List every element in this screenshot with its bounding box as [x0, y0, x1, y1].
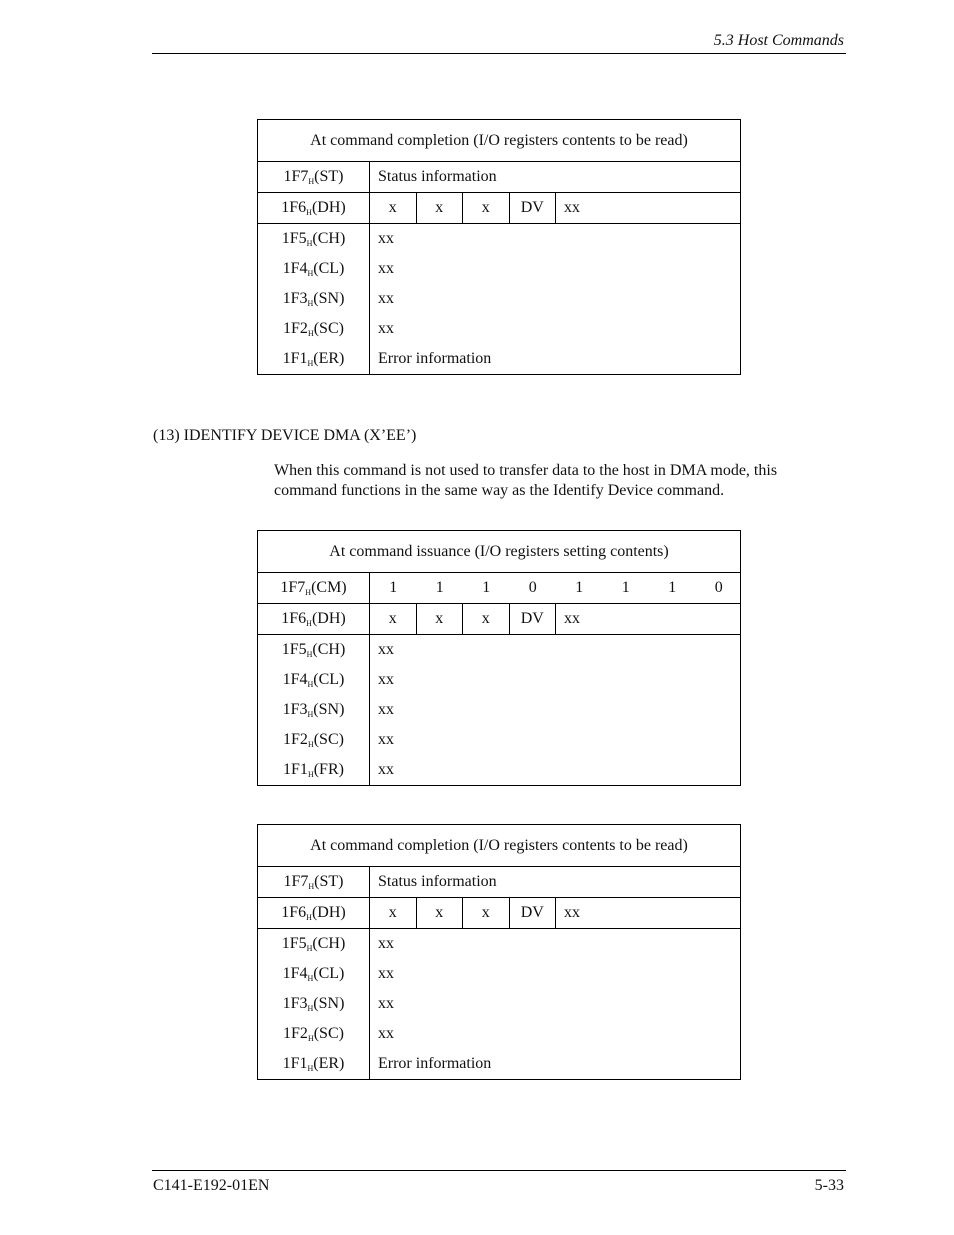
register-label: $1F6_H(DH)$	[258, 898, 370, 928]
register-value: xx	[378, 761, 394, 778]
register-label: $1F3_H(SN)$	[282, 995, 345, 1013]
section-paragraph: When this command is not used to transfer data to the host in DMA mode, this command functions in the same way as the Identify Device command.	[274, 462, 778, 499]
register-label: $1F4_H(CL)$	[282, 260, 345, 278]
register-row-cm	[258, 573, 740, 604]
register-label: $1F4_H(CL)$	[282, 965, 345, 983]
issuance-register-table	[257, 530, 741, 786]
register-value: xx	[378, 731, 394, 748]
table-caption: At command issuance (I/O registers setting contents)	[258, 531, 740, 573]
running-header: 5.3 Host Commands	[713, 32, 844, 49]
table-caption: At command completion (I/O registers contents to be read)	[258, 825, 740, 867]
register-values	[370, 224, 740, 374]
register-values	[370, 929, 740, 1079]
register-value: Error information	[378, 1055, 492, 1072]
bit-fields	[370, 193, 740, 223]
register-label: $1F4_H(CL)$	[282, 671, 345, 689]
register-row-dh	[258, 193, 740, 224]
bit-fields	[370, 898, 740, 928]
register-row-st	[258, 162, 740, 193]
register-row-st	[258, 867, 740, 898]
bit-cell: x	[370, 898, 417, 928]
register-value: xx	[378, 260, 394, 277]
bit-rest: xx	[564, 610, 580, 627]
register-label: $1F3_H(SN)$	[282, 290, 345, 308]
bit-rest: xx	[564, 199, 580, 216]
section-heading: (13) IDENTIFY DEVICE DMA (X’EE’)	[153, 427, 417, 444]
register-label: $1F5_H(CH)$	[281, 641, 346, 659]
bit-cell: x	[463, 193, 510, 223]
bit-cell: DV	[510, 193, 557, 223]
bit-cell: 1	[575, 579, 584, 596]
bit-cell: 1	[435, 579, 444, 596]
register-label: $1F2_H(SC)$	[283, 1025, 344, 1043]
register-value: xx	[378, 701, 394, 718]
bit-cell: 0	[714, 579, 723, 596]
register-value: xx	[378, 290, 394, 307]
page-number: 5-33	[814, 1177, 844, 1194]
status-information: Status information	[378, 168, 497, 185]
register-names	[258, 224, 370, 374]
bit-cell: x	[417, 193, 464, 223]
bit-cell: x	[417, 898, 464, 928]
register-value: Error information	[378, 350, 492, 367]
bit-cell: DV	[510, 604, 557, 634]
register-names	[258, 635, 370, 785]
register-label: $1F5_H(CH)$	[281, 935, 346, 953]
register-label: $1F1_H(ER)$	[282, 1055, 345, 1073]
register-group	[258, 224, 740, 374]
register-value: xx	[378, 320, 394, 337]
register-label: $1F7_H(CM)$	[258, 573, 370, 603]
register-value: xx	[378, 995, 394, 1012]
bit-cell: x	[370, 604, 417, 634]
register-value: xx	[378, 935, 394, 952]
bit-rest: xx	[564, 904, 580, 921]
bit-cell: 1	[389, 579, 398, 596]
register-label: $1F7_H(ST)$	[258, 162, 370, 192]
bit-cell: 1	[621, 579, 630, 596]
register-label: $1F1_H(FR)$	[283, 761, 344, 779]
register-value: xx	[378, 671, 394, 688]
bit-cell: x	[463, 604, 510, 634]
register-row-dh	[258, 604, 740, 635]
header-rule	[152, 53, 846, 54]
register-values	[370, 635, 740, 785]
register-value: xx	[378, 641, 394, 658]
bit-cell: x	[417, 604, 464, 634]
footer-rule	[152, 1170, 846, 1171]
bit-cell: 0	[528, 579, 537, 596]
register-label: $1F3_H(SN)$	[282, 701, 345, 719]
register-label: $1F1_H(ER)$	[282, 350, 345, 368]
register-label: $1F2_H(SC)$	[283, 731, 344, 749]
register-value: xx	[378, 965, 394, 982]
register-label: $1F6_H(DH)$	[258, 604, 370, 634]
bit-cell: x	[370, 193, 417, 223]
bit-cell: DV	[510, 898, 557, 928]
command-code-bits	[370, 573, 742, 603]
register-names	[258, 929, 370, 1079]
register-label: $1F6_H(DH)$	[258, 193, 370, 223]
bit-cell: 1	[668, 579, 677, 596]
bit-fields	[370, 604, 740, 634]
document-id: C141-E192-01EN	[153, 1177, 270, 1194]
completion-register-table-1	[257, 119, 741, 375]
register-value: xx	[378, 1025, 394, 1042]
register-row-dh	[258, 898, 740, 929]
status-information: Status information	[378, 873, 497, 890]
register-label: $1F7_H(ST)$	[258, 867, 370, 897]
register-value: xx	[378, 230, 394, 247]
register-group	[258, 929, 740, 1079]
bit-cell: x	[463, 898, 510, 928]
register-label: $1F2_H(SC)$	[283, 320, 344, 338]
register-label: $1F5_H(CH)$	[281, 230, 346, 248]
register-group	[258, 635, 740, 785]
table-caption: At command completion (I/O registers contents to be read)	[258, 120, 740, 162]
completion-register-table-2	[257, 824, 741, 1080]
bit-cell: 1	[482, 579, 491, 596]
